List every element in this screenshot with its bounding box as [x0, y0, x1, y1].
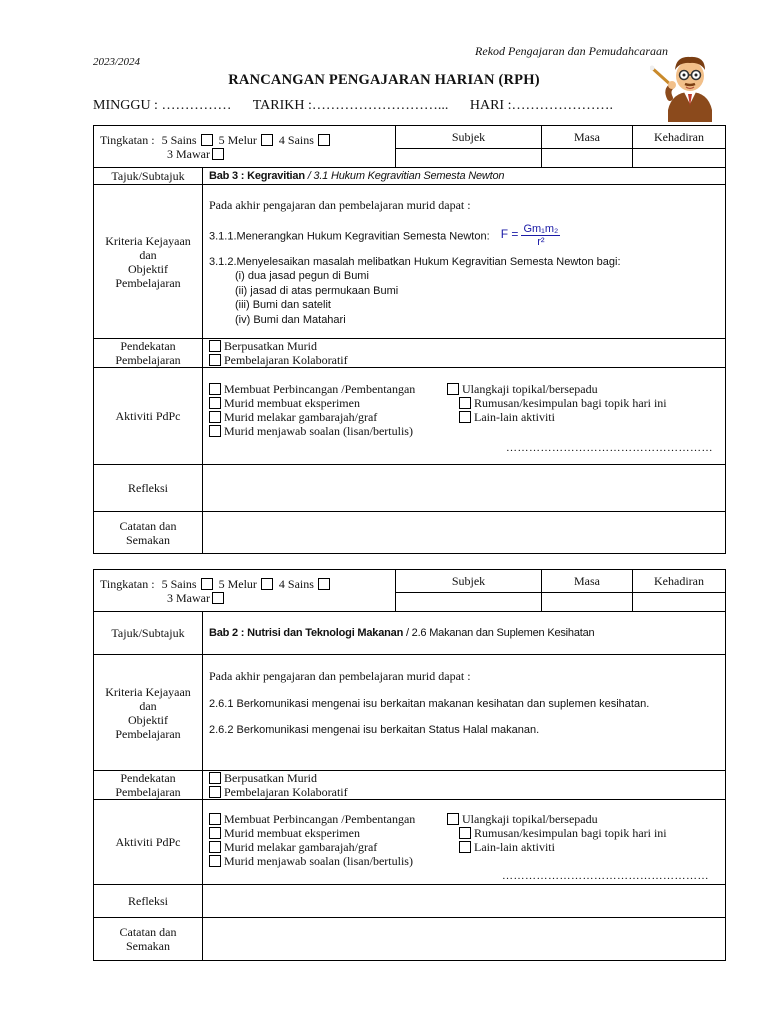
subjek-header: Subjek — [396, 126, 542, 149]
refleksi-value[interactable] — [203, 885, 726, 918]
checkbox-icon[interactable] — [209, 813, 221, 825]
newton-formula: F = $\frac{\text{Gm₁m₂}}{\text{r²}}$ — [500, 222, 559, 248]
kehadiran-header: Kehadiran — [633, 570, 726, 593]
opt-5-sains: 5 Sains — [161, 132, 197, 147]
subjek-value[interactable] — [396, 149, 542, 168]
checkbox-icon[interactable] — [261, 134, 273, 146]
tarikh-field[interactable]: TARIKH :………………………... — [252, 98, 449, 113]
checkbox-icon[interactable] — [459, 411, 471, 423]
kehadiran-value[interactable] — [633, 149, 726, 168]
objective-2-list — [209, 269, 719, 327]
pend-option: Berpusatkan Murid — [224, 771, 317, 785]
pend-option: Pembelajaran Kolaboratif — [224, 785, 348, 799]
tingkatan-cell — [94, 570, 396, 612]
refleksi-label: Refleksi — [94, 465, 203, 512]
academic-year: 2023/2024 — [93, 56, 141, 68]
checkbox-icon[interactable] — [318, 578, 330, 590]
page-title: RANCANGAN PENGAJARAN HARIAN (RPH) — [228, 72, 540, 88]
pend-option: Pembelajaran Kolaboratif — [224, 353, 348, 367]
checkbox-icon[interactable] — [261, 578, 273, 590]
masa-header: Masa — [542, 126, 633, 149]
checkbox-icon[interactable] — [212, 592, 224, 604]
rph-table-2 — [93, 569, 726, 961]
tajuk-value — [203, 612, 726, 655]
kriteria-label: Kriteria Kejayaan dan Objektif Pembelajaran — [94, 655, 203, 771]
checkbox-icon[interactable] — [209, 425, 221, 437]
objective-2: 2.6.2 Berkomunikasi mengenai isu berkaitan Status Halal makanan. — [209, 724, 540, 736]
catatan-value[interactable] — [203, 512, 726, 554]
pend-option: Berpusatkan Murid — [224, 339, 317, 353]
checkbox-icon[interactable] — [459, 841, 471, 853]
masa-header: Masa — [542, 570, 633, 593]
aktiviti-label: Aktiviti PdPc — [94, 368, 203, 465]
checkbox-icon[interactable] — [447, 813, 459, 825]
rekod-header: Rekod Pengajaran dan Pemudahcaraan — [475, 44, 668, 58]
aktiviti-label: Aktiviti PdPc — [94, 800, 203, 885]
checkbox-icon[interactable] — [209, 354, 221, 366]
pendekatan-label: Pendekatan Pembelajaran — [94, 339, 203, 368]
kehadiran-header: Kehadiran — [633, 126, 726, 149]
tajuk-value — [203, 168, 726, 185]
tajuk-label: Tajuk/Subtajuk — [94, 612, 203, 655]
checkbox-icon[interactable] — [318, 134, 330, 146]
date-line — [93, 98, 631, 114]
kriteria-value — [203, 185, 726, 339]
subjek-header: Subjek — [396, 570, 542, 593]
pendekatan-label: Pendekatan Pembelajaran — [94, 771, 203, 800]
checkbox-icon[interactable] — [459, 397, 471, 409]
list-item: (iii) Bumi dan satelit — [235, 299, 331, 311]
pendekatan-value — [203, 339, 726, 368]
bab-title: Bab 2 : Nutrisi dan Teknologi Makanan — [209, 627, 404, 639]
other-activity-line[interactable]: ……………………………………………… — [506, 442, 714, 454]
aktiviti-value: Membuat Perbincangan /Pembentangan Murid membuat eksperimen Murid melakar gambarajah/graf Murid menjawab soalan (lisan/bertulis) Ulangkaji topikal/bersepadu Rumusan/kesimpulan bagi topik hari ini Lain-lain aktiviti ……………………………………………… — [203, 800, 726, 885]
masa-value[interactable] — [542, 593, 633, 612]
checkbox-icon[interactable] — [209, 827, 221, 839]
subjek-value[interactable] — [396, 593, 542, 612]
hari-field[interactable]: HARI :…………………. — [469, 98, 613, 113]
objective-1: 3.1.1.Menerangkan Hukum Kegravitian Semesta Newton: F = $\frac{\text{Gm₁m₂}}{\text{r²}}$ — [209, 222, 559, 248]
objective-intro: Pada akhir pengajaran dan pembelajaran murid dapat : — [209, 669, 471, 683]
checkbox-icon[interactable] — [209, 411, 221, 423]
other-activity-line[interactable]: ……………………………………………… — [502, 870, 710, 882]
kriteria-label: Kriteria Kejayaan dan Objektif Pembelajaran — [94, 185, 203, 339]
objective-2: 3.1.2.Menyelesaikan masalah melibatkan Hukum Kegravitian Semesta Newton bagi: — [209, 256, 621, 268]
objective-intro: Pada akhir pengajaran dan pembelajaran murid dapat : — [209, 198, 471, 212]
opt-4-sains: 4 Sains — [278, 132, 314, 147]
checkbox-icon[interactable] — [209, 772, 221, 784]
opt-3-mawar: 3 Mawar — [167, 146, 210, 161]
opt-5-melur: 5 Melur — [218, 576, 257, 591]
checkbox-icon[interactable] — [212, 148, 224, 160]
tingkatan-label: Tingkatan : — [100, 576, 155, 591]
opt-5-melur: 5 Melur — [218, 132, 257, 147]
tingkatan-label: Tingkatan : — [100, 132, 155, 147]
minggu-field[interactable]: MINGGU : …………… — [93, 98, 232, 113]
catatan-value[interactable] — [203, 918, 726, 961]
checkbox-icon[interactable] — [459, 827, 471, 839]
catatan-label: Catatan dan Semakan — [94, 512, 203, 554]
opt-3-mawar: 3 Mawar — [167, 590, 210, 605]
refleksi-label: Refleksi — [94, 885, 203, 918]
checkbox-icon[interactable] — [209, 397, 221, 409]
rph-table-1 — [93, 125, 726, 554]
tingkatan-cell — [94, 126, 396, 168]
checkbox-icon[interactable] — [201, 134, 213, 146]
tajuk-label: Tajuk/Subtajuk — [94, 168, 203, 185]
list-item: (i) dua jasad pegun di Bumi — [235, 270, 369, 282]
checkbox-icon[interactable] — [209, 841, 221, 853]
aktiviti-value: Membuat Perbincangan /Pembentangan Murid membuat eksperimen Murid melakar gambarajah/graf Murid menjawab soalan (lisan/bertulis) Ulangkaji topikal/bersepadu Rumusan/kesimpulan bagi topik hari ini Lain-lain aktiviti ……………………………………………… — [203, 368, 726, 465]
masa-value[interactable] — [542, 149, 633, 168]
opt-4-sains: 4 Sains — [278, 576, 314, 591]
objective-1: 2.6.1 Berkomunikasi mengenai isu berkaitan makanan kesihatan dan suplemen kesihatan. — [209, 698, 650, 710]
checkbox-icon[interactable] — [447, 383, 459, 395]
refleksi-value[interactable] — [203, 465, 726, 512]
list-item: (iv) Bumi dan Matahari — [235, 313, 346, 326]
checkbox-icon[interactable] — [209, 855, 221, 867]
checkbox-icon[interactable] — [201, 578, 213, 590]
checkbox-icon[interactable] — [209, 786, 221, 798]
kehadiran-value[interactable] — [633, 593, 726, 612]
checkbox-icon[interactable] — [209, 383, 221, 395]
list-item: (ii) jasad di atas permukaan Bumi — [235, 284, 399, 297]
opt-5-sains: 5 Sains — [161, 576, 197, 591]
catatan-label: Catatan dan Semakan — [94, 918, 203, 961]
subtopic-title: / 2.6 Makanan dan Suplemen Kesihatan — [403, 627, 595, 639]
teacher-pointer-icon — [650, 48, 720, 122]
checkbox-icon[interactable] — [209, 340, 221, 352]
pendekatan-value — [203, 771, 726, 800]
subtopic-title: / 3.1 Hukum Kegravitian Semesta Newton — [304, 170, 505, 182]
kriteria-value — [203, 655, 726, 771]
bab-title: Bab 3 : Kegravitian — [209, 170, 305, 182]
